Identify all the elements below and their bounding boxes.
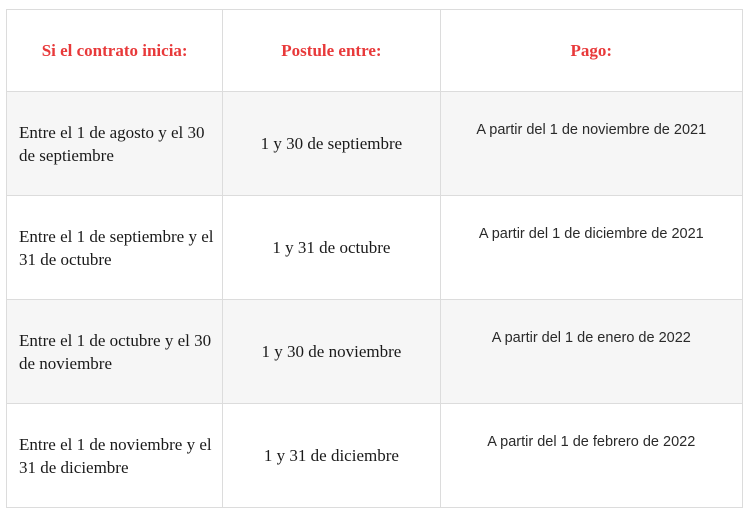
table-row	[7, 300, 743, 404]
cell-payment: A partir del 1 de noviembre de 2021	[440, 92, 742, 196]
cell-apply-between: 1 y 30 de noviembre	[223, 300, 440, 404]
header-payment: Pago:	[440, 10, 742, 92]
cell-payment: A partir del 1 de febrero de 2022	[440, 404, 742, 508]
cell-payment: A partir del 1 de diciembre de 2021	[440, 196, 742, 300]
header-apply-between: Postule entre:	[223, 10, 440, 92]
cell-apply-between: 1 y 30 de septiembre	[223, 92, 440, 196]
table-header-row	[7, 10, 743, 92]
table-row	[7, 404, 743, 508]
cell-contract-start: Entre el 1 de agosto y el 30 de septiembre	[7, 92, 223, 196]
payment-schedule-table	[6, 9, 743, 508]
cell-contract-start: Entre el 1 de septiembre y el 31 de octubre	[7, 196, 223, 300]
cell-payment: A partir del 1 de enero de 2022	[440, 300, 742, 404]
cell-contract-start: Entre el 1 de octubre y el 30 de noviembre	[7, 300, 223, 404]
table-row	[7, 196, 743, 300]
header-contract-start: Si el contrato inicia:	[7, 10, 223, 92]
cell-contract-start: Entre el 1 de noviembre y el 31 de diciembre	[7, 404, 223, 508]
cell-apply-between: 1 y 31 de octubre	[223, 196, 440, 300]
cell-apply-between: 1 y 31 de diciembre	[223, 404, 440, 508]
table-row	[7, 92, 743, 196]
